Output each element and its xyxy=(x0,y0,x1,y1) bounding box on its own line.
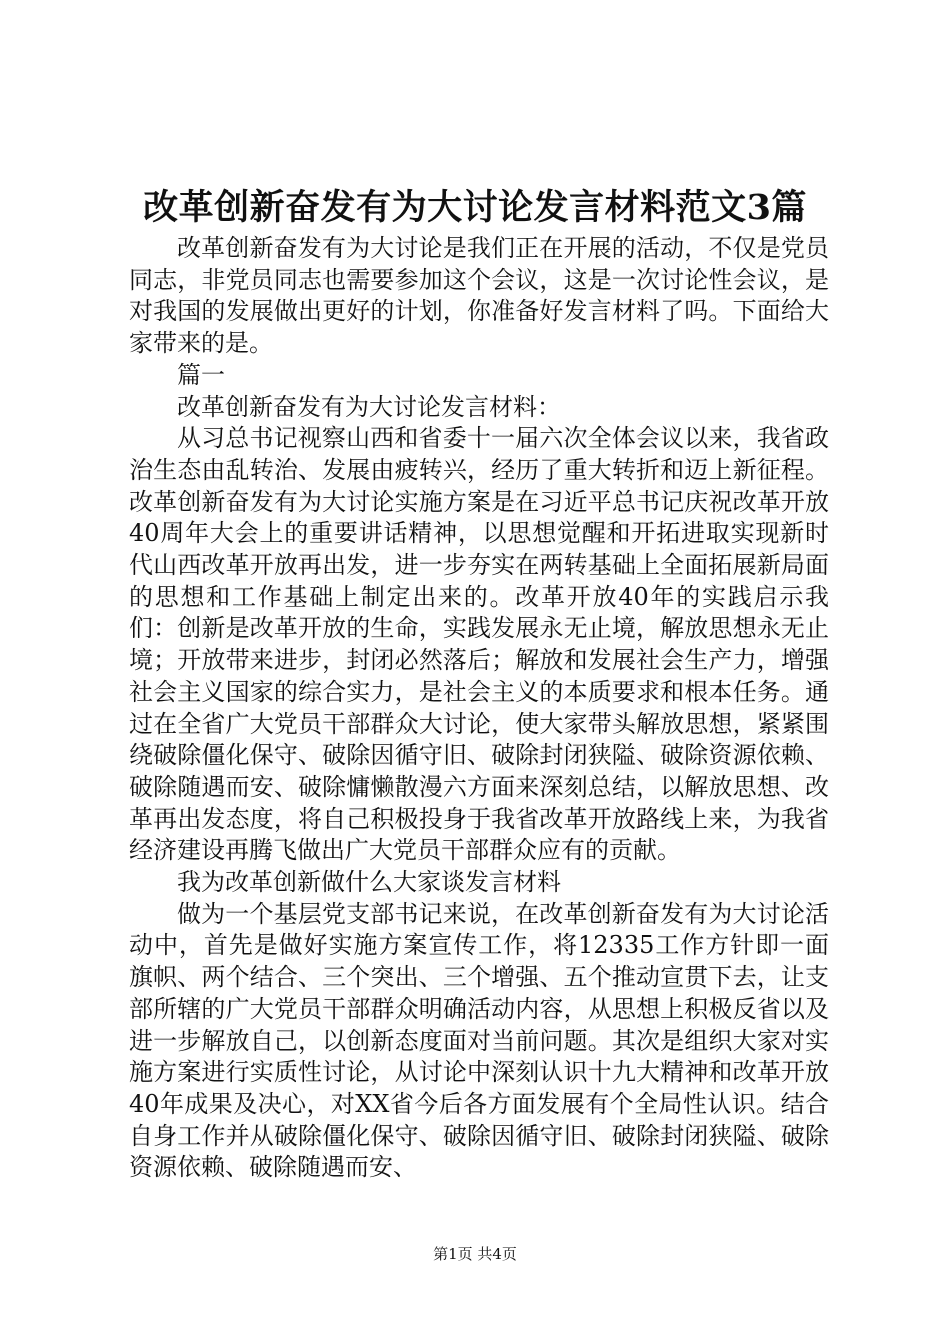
paragraph-main: 从习总书记视察山西和省委十一届六次全体会议以来，我省政治生态由乱转治、发展由疲转兴，经历了重大转折和迈上新征程。改革创新奋发有为大讨论实施方案是在习近平总书记庆祝改革开放40周年大会上的重要讲话精神，以思想觉醒和开拓进取实现新时代山西改革开放再出发，进一步夯实在两转基础上全面拓展新局面的思想和工作基础上制定出来的。改革开放40年的实践启示我们：创新是改革开放的生命，实践发展永无止境，解放思想永无止境；开放带来进步，封闭必然落后；解放和发展社会生产力，增强社会主义国家的综合实力，是社会主义的本质要求和根本任务。通过在全省广大党员干部群众大讨论，使大家带头解放思想，紧紧围绕破除僵化保守、破除因循守旧、破除封闭狭隘、破除资源依赖、破除随遇而安、破除慵懒散漫六方面来深刻总结，以解放思想、改革再出发态度，将自己积极投身于我省改革开放路线上来，为我省经济建设再腾飞做出广大党员干部群众应有的贡献。 xyxy=(129,424,829,865)
paragraph-intro: 改革创新奋发有为大讨论是我们正在开展的活动，不仅是党员同志，非党员同志也需要参加这个会议，这是一次讨论性会议，是对我国的发展做出更好的计划，你准备好发言材料了吗。下面给大家带来的是。 xyxy=(129,234,829,358)
paragraph-secretary: 做为一个基层党支部书记来说，在改革创新奋发有为大讨论活动中，首先是做好实施方案宣传工作，将12335工作方针即一面旗帜、两个结合、三个突出、三个增强、五个推动宣贯下去，让支部所辖的广大党员干部群众明确活动内容，从思想上积极反省以及进一步解放自己，以创新态度面对当前问题。其次是组织大家对实施方案进行实质性讨论，从讨论中深刻认识十九大精神和改革开放40年成果及决心，对XX省今后各方面发展有个全局性认识。结合自身工作并从破除僵化保守、破除因循守旧、破除封闭狭隘、破除资源依赖、破除随遇而安、 xyxy=(129,899,829,1182)
document-body xyxy=(129,233,829,1184)
page-number-footer: 第1页 共4页 xyxy=(433,1245,517,1263)
paragraph-subheading-2: 我为改革创新做什么大家谈发言材料 xyxy=(177,868,561,897)
paragraph-section-heading: 篇一 xyxy=(177,360,225,389)
document-title: 改革创新奋发有为大讨论发言材料范文3篇 xyxy=(143,187,807,228)
paragraph-subheading: 改革创新奋发有为大讨论发言材料： xyxy=(177,392,561,421)
